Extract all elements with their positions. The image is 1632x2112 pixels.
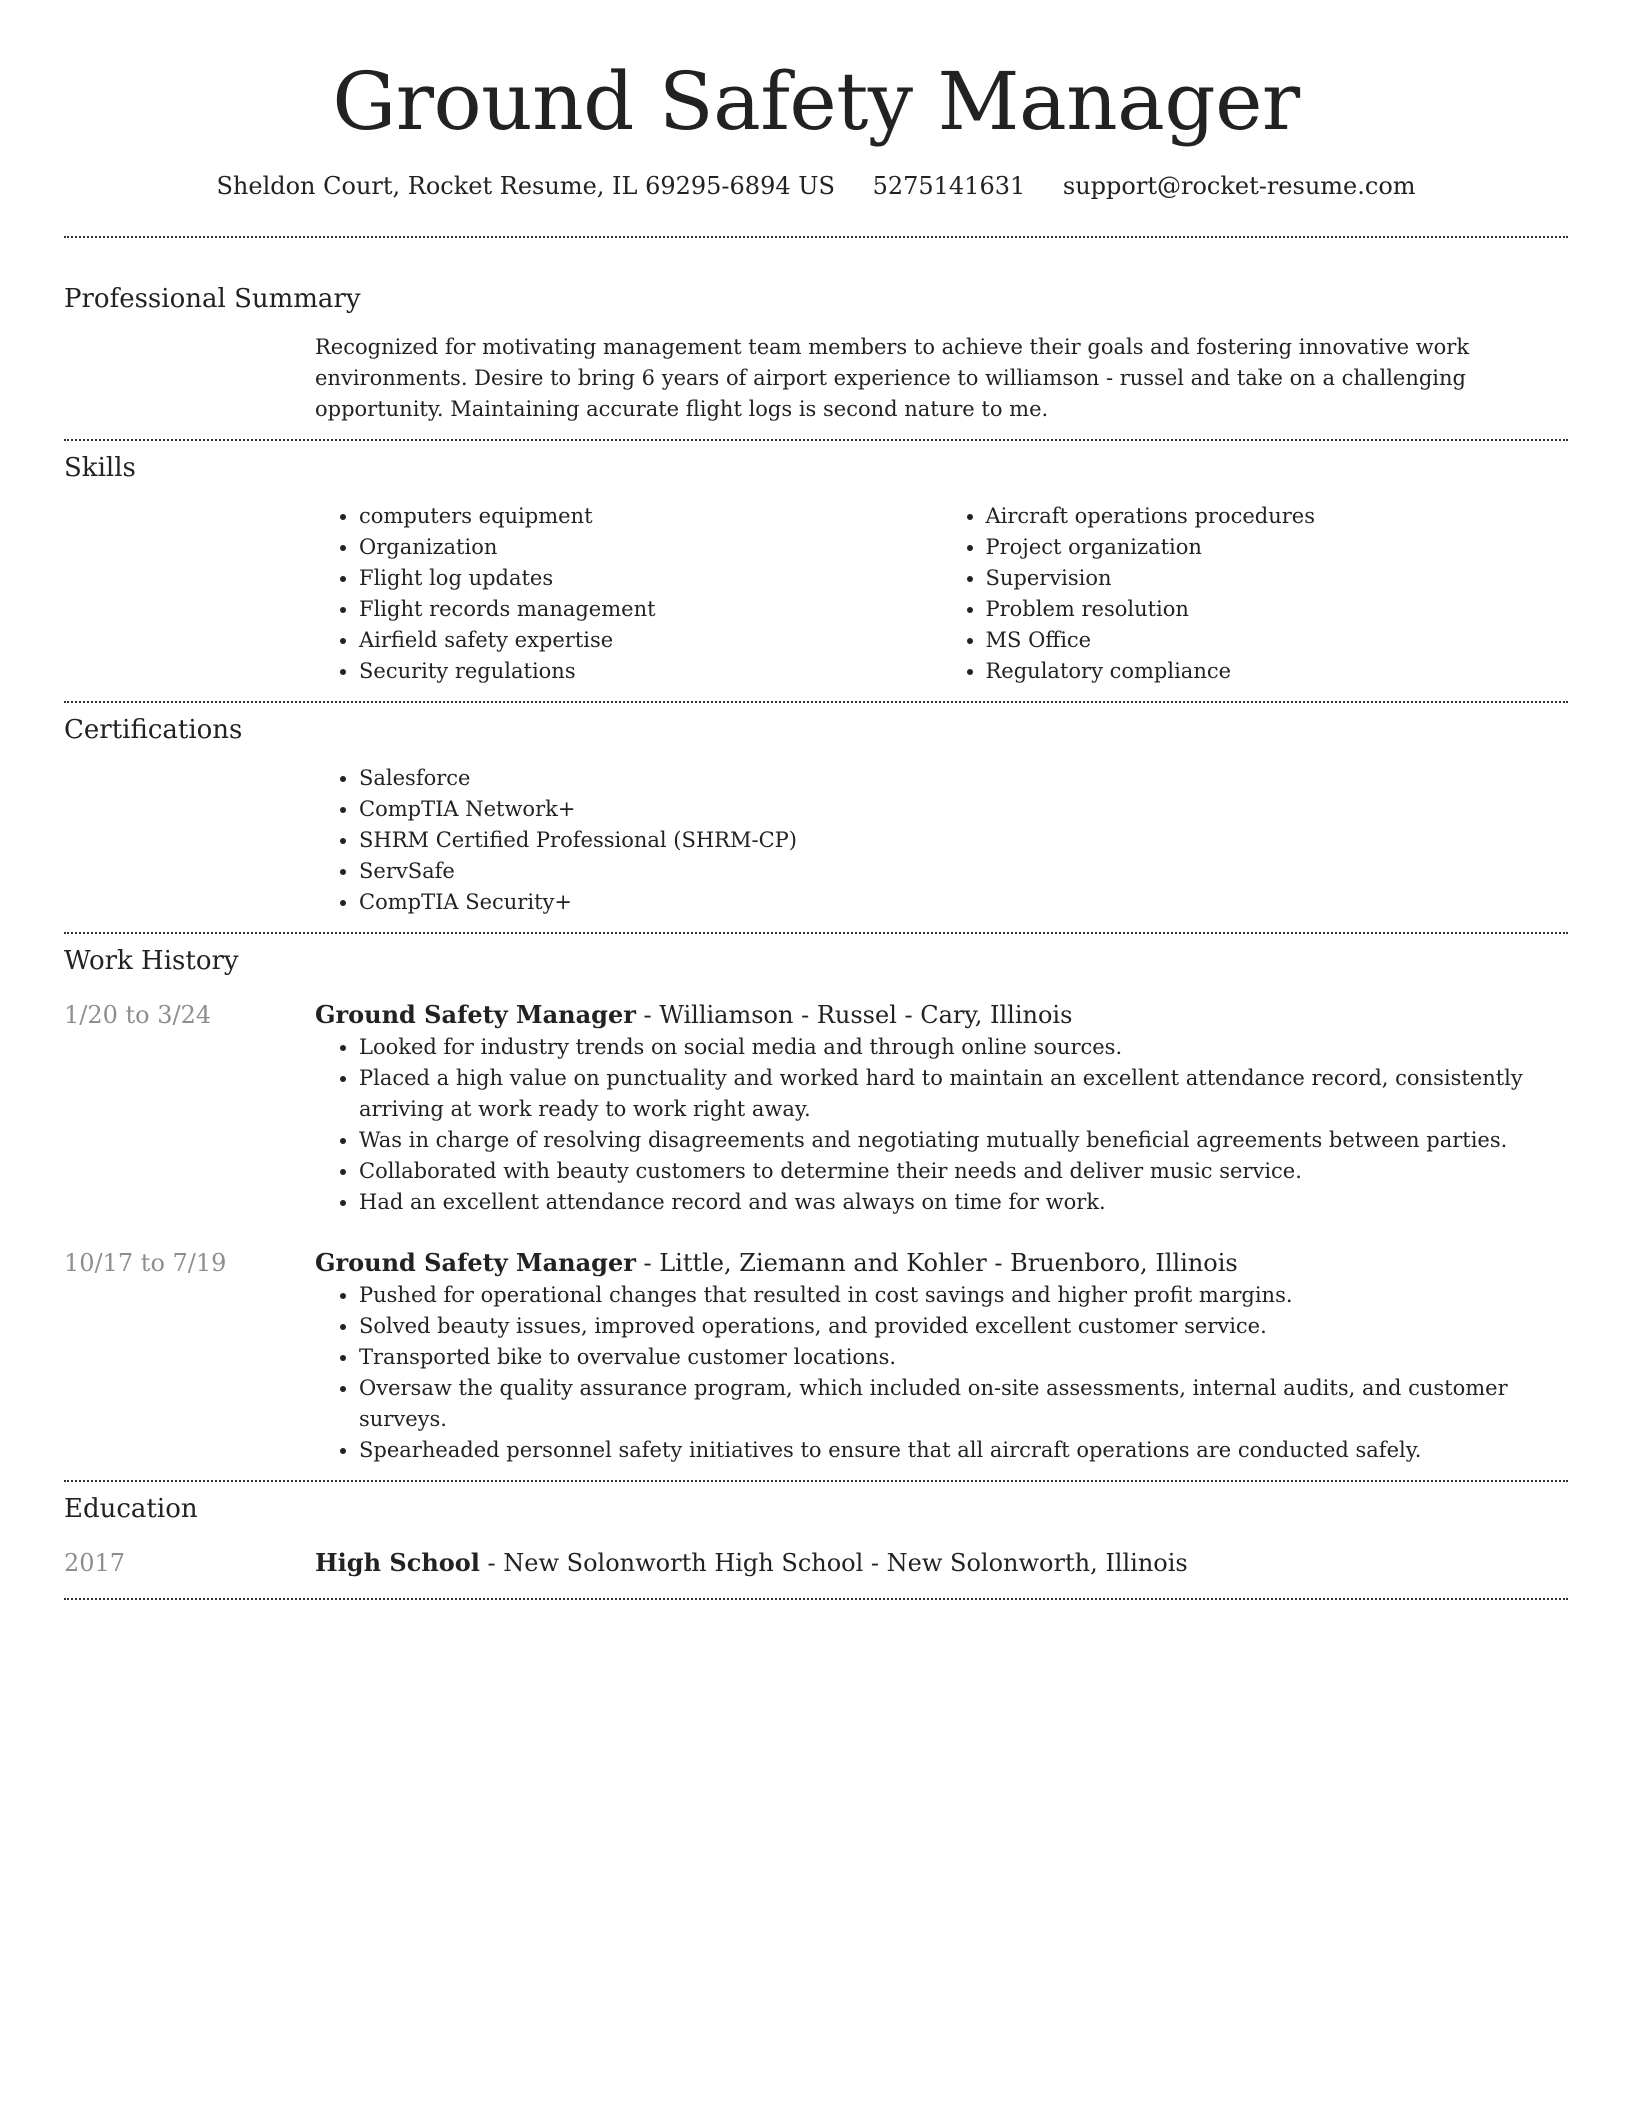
skill-item: • Project organization bbox=[986, 532, 1569, 563]
work-history-section bbox=[64, 934, 1568, 1480]
education-title: Education bbox=[64, 1494, 198, 1524]
job-role: Ground Safety Manager bbox=[315, 1248, 636, 1277]
job-bullet: • Spearheaded personnel safety initiatives to ensure that all aircraft operations are conducted safely. bbox=[359, 1435, 1568, 1466]
education-degree: High School bbox=[315, 1548, 480, 1577]
job-bullet: • Pushed for operational changes that resulted in cost savings and higher profit margins. bbox=[359, 1280, 1568, 1311]
education-year: 2017 bbox=[64, 1549, 126, 1577]
education-heading bbox=[315, 1546, 1568, 1580]
education-school-location: - New Solonworth High School - New Solonworth, Illinois bbox=[479, 1549, 1188, 1577]
certifications-section bbox=[64, 703, 1568, 932]
job-bullet: • Placed a high value on punctuality and worked hard to maintain an excellent attendance record, consistently arriving at work ready to work right away. bbox=[359, 1063, 1568, 1125]
job-bullet: • Collaborated with beauty customers to determine their needs and deliver music service. bbox=[359, 1156, 1568, 1187]
skills-grid bbox=[315, 501, 1568, 687]
education-section bbox=[64, 1482, 1568, 1598]
skill-item: • Regulatory compliance bbox=[986, 656, 1569, 687]
skill-item: • MS Office bbox=[986, 625, 1569, 656]
summary-section bbox=[64, 238, 1568, 439]
job-dates: 1/20 to 3/24 bbox=[64, 1001, 212, 1029]
divider bbox=[64, 1598, 1568, 1600]
skill-item: • Organization bbox=[359, 532, 942, 563]
skills-left-list bbox=[315, 501, 942, 687]
job-heading bbox=[315, 1246, 1568, 1280]
skill-item: • Flight records management bbox=[359, 594, 942, 625]
job-bullet: • Solved beauty issues, improved operations, and provided excellent customer service. bbox=[359, 1311, 1568, 1342]
contact-email: support@rocket-resume.com bbox=[1062, 172, 1416, 200]
candidate-name: Ground Safety Manager bbox=[332, 55, 1300, 148]
resume-header bbox=[64, 52, 1568, 202]
certification-item: • CompTIA Security+ bbox=[359, 887, 1568, 918]
job-bullet: • Was in charge of resolving disagreements and negotiating mutually beneficial agreements between parties. bbox=[359, 1125, 1568, 1156]
job-bullets bbox=[315, 1032, 1568, 1218]
certification-item: • CompTIA Network+ bbox=[359, 794, 1568, 825]
job-employer-location: - Little, Ziemann and Kohler - Bruenboro, Illinois bbox=[635, 1249, 1238, 1277]
job-bullet: • Looked for industry trends on social media and through online sources. bbox=[359, 1032, 1568, 1063]
certifications-list bbox=[315, 763, 1568, 918]
skill-item: • Airfield safety expertise bbox=[359, 625, 942, 656]
skills-right-list bbox=[942, 501, 1569, 687]
work-history-title: Work History bbox=[64, 946, 239, 976]
job-entry bbox=[64, 1246, 1568, 1466]
certifications-list-wrap bbox=[315, 763, 1568, 918]
certification-item: • Salesforce bbox=[359, 763, 1568, 794]
job-entry bbox=[64, 998, 1568, 1218]
skill-item: • Aircraft operations procedures bbox=[986, 501, 1569, 532]
contact-phone: 5275141631 bbox=[872, 172, 1026, 200]
contact-address: Sheldon Court, Rocket Resume, IL 69295-6894 US bbox=[216, 172, 835, 200]
skill-item: • computers equipment bbox=[359, 501, 942, 532]
job-details bbox=[315, 1246, 1568, 1466]
skill-item: • Flight log updates bbox=[359, 563, 942, 594]
job-bullets bbox=[315, 1280, 1568, 1466]
certifications-title: Certifications bbox=[64, 715, 243, 745]
job-details bbox=[315, 998, 1568, 1218]
job-employer-location: - Williamson - Russel - Cary, Illinois bbox=[635, 1001, 1073, 1029]
job-role: Ground Safety Manager bbox=[315, 1000, 636, 1029]
job-heading bbox=[315, 998, 1568, 1032]
skill-item: • Security regulations bbox=[359, 656, 942, 687]
skill-item: • Supervision bbox=[986, 563, 1569, 594]
education-entry bbox=[64, 1546, 1568, 1580]
job-dates: 10/17 to 7/19 bbox=[64, 1249, 227, 1277]
certification-item: • SHRM Certified Professional (SHRM-CP) bbox=[359, 825, 1568, 856]
summary-text: Recognized for motivating management team members to achieve their goals and fostering innovative work environments. Desire to bring 6 years of airport experience to williamson - russel and take on a challenging opportunity. Maintaining accurate flight logs is second nature to me. bbox=[315, 335, 1470, 421]
job-bullet: • Oversaw the quality assurance program, which included on-site assessments, internal audits, and customer surveys. bbox=[359, 1373, 1568, 1435]
skills-section bbox=[64, 441, 1568, 701]
contact-line bbox=[64, 170, 1568, 202]
job-bullet: • Transported bike to overvalue customer locations. bbox=[359, 1342, 1568, 1373]
skill-item: • Problem resolution bbox=[986, 594, 1569, 625]
skills-title: Skills bbox=[64, 453, 136, 483]
job-bullet: • Had an excellent attendance record and was always on time for work. bbox=[359, 1187, 1568, 1218]
summary-title: Professional Summary bbox=[64, 284, 361, 314]
certification-item: • ServSafe bbox=[359, 856, 1568, 887]
